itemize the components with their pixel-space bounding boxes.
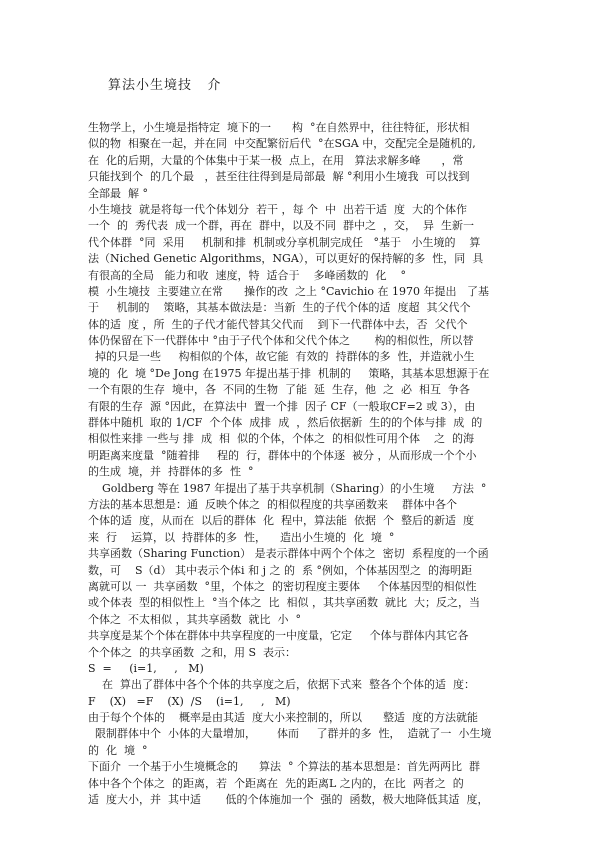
text-line: 个体之 不太相似 ，其共享函数 就比 小 ° [88, 612, 301, 626]
text-line: F (X) =F (X) /S (i=1, , M) [88, 694, 291, 708]
text-line: 在 算出了群体中各个个体的共享度之后，依据下式来 整各个个体的适 度： [102, 678, 475, 692]
text-line: 小生境技 就是将每一代个体划分 若干 ，每 个 中 出若干适 度 大的个体作 [88, 202, 467, 216]
text-line: 一个 的 秀代表 成一个群，再在 群中，以及不同 群中之 ，交， 异 生新一 [88, 219, 474, 233]
text-line: 由于每个个体的 概率是由其适 度大小来控制的，所以 整适 度的方法就能 [88, 711, 478, 725]
text-line: 境的 化 境 °De Jong 在1975 年提出基于排 机制的 策略，其基本思想源于在 [88, 366, 490, 380]
text-line: 的 化 境 ° [88, 743, 148, 757]
text-line: 代个体群 °同 采用 机制和排 机制或分享机制完成任 °基于 小生境的 算 [88, 235, 481, 249]
text-line: 共享度是某个个体在群体中共享程度的一中度量，它定 个体与群体内其它各 [88, 629, 469, 643]
text-line: 掉的只是一些 构相似的个体，故它能 有效的 持群体的多 性，并造就小生 [88, 350, 475, 364]
text-line: 适 度大小，并 其中适 低的个体施加一个 强的 函数，极大地降低其适 度， [88, 793, 489, 807]
text-line: 似的物 相聚在一起，并在同 中交配繁衍后代 °在SGA 中，交配完全是随机的, [88, 137, 476, 151]
text-line: 方法的基本思想是：通 反映个体之 的相似程度的共享函数来 群体中各个 [88, 497, 457, 511]
text-line: 在 化的后期，大量的个体集中于某一极 点上，在用 算法求解多峰 ，常 [88, 153, 464, 167]
text-line: 限制群体中个 小体的大量增加， 体而 了群并的多 性， 造就了一 小生境 [88, 727, 492, 741]
text-line: 于 机制的 策略，其基本做法是：当新 生的子代个体的适 度超 其父代个 [88, 301, 471, 315]
text-line: 模 小生境技 主要建立在常 操作的改 之上 °Cavichio 在 1970 年提出 了基 [88, 284, 490, 298]
text-line: 的生成 境，并 持群体的多 性 ° [88, 465, 254, 479]
document-title: 算法小生境技 介 [108, 78, 222, 93]
text-line: 明距离来度量 °随着排 程的 行，群体中的个体逐 被分 ，从而形成一个个小 [88, 448, 477, 462]
text-line: 个个体之 的共享函数 之和，用 S 表示： [88, 645, 297, 659]
text-line: 相似性来排 一些与 排 成 相 似的个体，个体之 的相似性可用个体 之 的海 [88, 432, 474, 446]
text-line: 下面介 一个基于小生境概念的 算法 ° 个算法的基本思想是：首先两两比 群 [88, 760, 480, 774]
text-line: Goldberg 等在 1987 年提出了基于共享机制（Sharing）的小生境 方法 ° [102, 481, 487, 495]
text-line: 离就可以 一 共享函数 °里，个体之 的密切程度主要体 个体基因型的相似性 [88, 579, 477, 593]
text-line: 数，可 S（d） 其中表示个体i 和 j 之 的 系 °例如，个体基因型之 的海明距 [88, 563, 472, 577]
text-line: 有限的生存 源 °因此，在算法中 置一个排 因子 CF（一般取CF=2 或 3），由 [88, 399, 476, 413]
text-line: 只能找到个 的几个最 ，甚至往往得到是局部最 解 °利用小生境我 可以找到 [88, 170, 470, 184]
text-line: 体的适 度 ，所 生的子代才能代替其父代而 到下一代群体中去，否 父代个 [88, 317, 468, 331]
text-line: 体仍保留在下一代群体中 °由于子代个体和父代个体之 构的相似性，所以替 [88, 334, 474, 348]
text-line: S = (i=1, , M) [88, 661, 204, 675]
text-line: 共享函数（Sharing Function） 是表示群体中两个个体之 密切 系程度的一个函 [88, 547, 489, 561]
document-body [88, 120, 518, 808]
text-line: 生物学上，小生境是指特定 境下的一 构 °在自然界中，往往特征，形状相 [88, 121, 470, 134]
text-line: 群体中随机 取的 1/CF 个个体 成排 成 ，然后依据新 生的的个体与排 成 的 [88, 416, 483, 430]
text-line: 有很高的全局 能力和收 速度，特 适合于 多峰函数的 化 ° [88, 268, 406, 282]
text-line: 全部最 解 ° [88, 186, 148, 200]
text-line: 或个体表 型的相似性上 °当个体之 比 相似 ，其共享函数 就比 大；反之，当 [88, 596, 480, 610]
text-line: 一个有限的生存 境中，各 不同的生物 了能 延 生存，他 之 必 相互 争各 [88, 383, 470, 397]
text-line: 来 行 运算，以 持群体的多 性， 造出小生境的 化 境 ° [88, 530, 395, 544]
text-line: 体中各个个体之 的距离，若 个距离在 先的距离L 之内的，在比 两者之 的 [88, 776, 464, 790]
text-line: 个体的适 度，从而在 以后的群体 化 程中，算法能 依据 个 整后的新适 度 [88, 514, 474, 528]
text-line: 法（Niched Genetic Algorithms，NGA），可以更好的保持解的多 性，同 具 [88, 252, 484, 266]
